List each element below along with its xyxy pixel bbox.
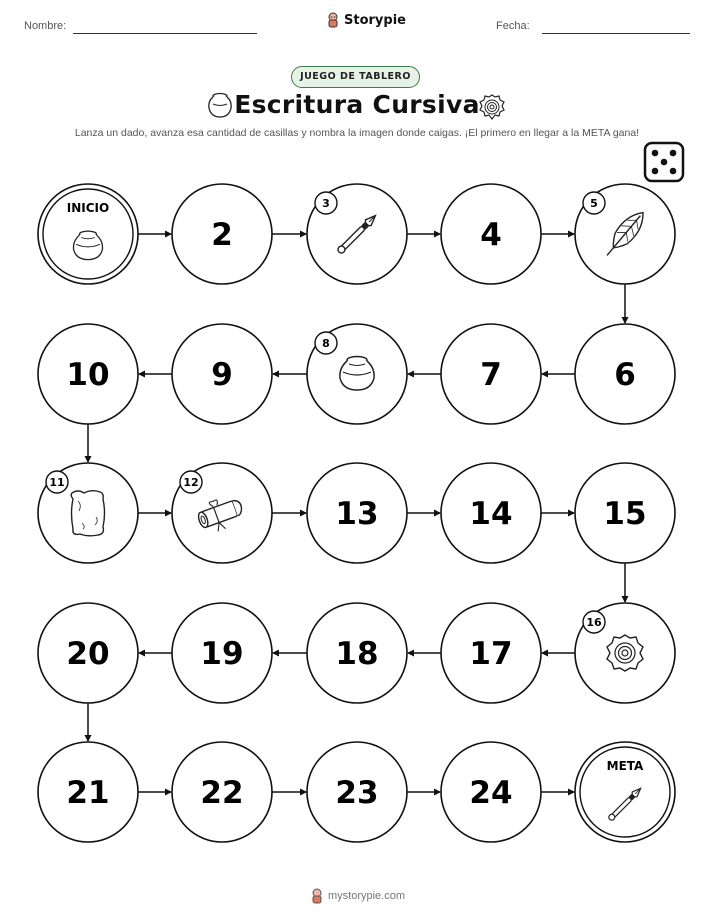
square-5 — [575, 184, 675, 284]
square-12 — [172, 463, 272, 563]
square-20 — [38, 603, 138, 703]
square-number: 15 — [603, 496, 647, 532]
square-number: 7 — [480, 357, 502, 393]
square-19 — [172, 603, 272, 703]
square-21 — [38, 742, 138, 842]
square-inicio — [38, 184, 138, 284]
square-9 — [172, 324, 272, 424]
square-number: 20 — [66, 636, 110, 672]
square-number: 9 — [211, 357, 233, 393]
square-number: 14 — [469, 496, 513, 532]
game-type-tag: JUEGO DE TABLERO — [291, 66, 420, 88]
square-label: INICIO — [66, 201, 110, 215]
name-label: Nombre: — [24, 20, 67, 32]
parchment-icon — [71, 491, 104, 536]
wax-seal-icon — [607, 635, 643, 671]
square-13 — [307, 463, 407, 563]
square-4 — [441, 184, 541, 284]
square-15 — [575, 463, 675, 563]
square-number: 16 — [586, 616, 602, 629]
square-number: 17 — [469, 636, 513, 672]
square-circle — [575, 742, 675, 842]
square-number: 6 — [614, 357, 636, 393]
square-number: 8 — [322, 337, 330, 350]
footer-url[interactable]: mystorypie.com — [328, 890, 406, 902]
square-number: 11 — [49, 476, 65, 489]
square-23 — [307, 742, 407, 842]
square-17 — [441, 603, 541, 703]
footer — [310, 888, 405, 904]
square-number: 5 — [590, 197, 598, 210]
square-2 — [172, 184, 272, 284]
square-meta — [575, 742, 675, 842]
square-number: 4 — [480, 217, 502, 253]
storypie-mascot-icon — [310, 888, 324, 904]
square-number: 13 — [335, 496, 379, 532]
square-3 — [307, 184, 407, 284]
square-label: META — [606, 759, 644, 773]
square-number: 12 — [183, 476, 199, 489]
square-10 — [38, 324, 138, 424]
page-title: Escritura Cursiva — [234, 90, 480, 119]
square-16 — [575, 603, 675, 703]
square-number: 3 — [322, 197, 330, 210]
instructions: Lanza un dado, avanza esa cantidad de casillas y nombra la imagen donde caigas. ¡El primero en llegar a la META gana! — [74, 127, 640, 139]
square-number: 22 — [200, 775, 244, 811]
square-number: 18 — [335, 636, 379, 672]
dice-five-icon — [645, 143, 683, 181]
square-8 — [307, 324, 407, 424]
square-number: 24 — [469, 775, 513, 811]
square-11 — [38, 463, 138, 563]
square-6 — [575, 324, 675, 424]
brand-name: Storypie — [344, 12, 406, 28]
square-18 — [307, 603, 407, 703]
date-label: Fecha: — [496, 20, 530, 32]
square-7 — [441, 324, 541, 424]
square-14 — [441, 463, 541, 563]
square-number: 2 — [211, 217, 233, 253]
square-number: 23 — [335, 775, 379, 811]
square-24 — [441, 742, 541, 842]
square-22 — [172, 742, 272, 842]
square-number: 10 — [66, 357, 110, 393]
square-number: 21 — [66, 775, 110, 811]
square-number: 19 — [200, 636, 244, 672]
